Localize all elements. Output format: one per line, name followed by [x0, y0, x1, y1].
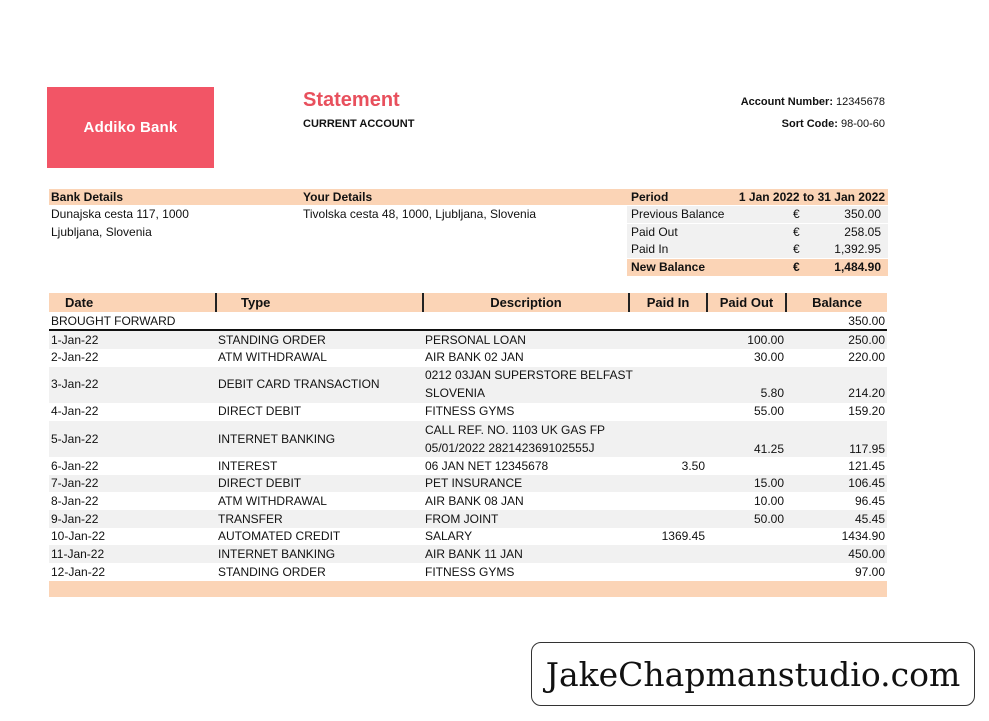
table-row [49, 457, 887, 475]
row-date: 5-Jan-22 [51, 432, 99, 446]
row-paid-in: 3.50 [681, 459, 705, 473]
new-balance-value: 1,484.90 [834, 260, 881, 274]
row-description: AIR BANK 02 JAN [425, 350, 524, 364]
row-paid-out: 10.00 [753, 494, 784, 508]
col-header-description: Description [424, 293, 628, 312]
account-type: CURRENT ACCOUNT [303, 118, 415, 130]
row-paid-out: 55.00 [753, 404, 784, 418]
row-date: 9-Jan-22 [51, 512, 99, 526]
table-row [49, 563, 887, 581]
row-paid-out: 30.00 [753, 350, 784, 364]
table-footer-bar [49, 581, 887, 597]
row-type: ATM WITHDRAWAL [218, 350, 327, 364]
table-row [49, 492, 887, 510]
row-type: ATM WITHDRAWAL [218, 494, 327, 508]
currency-symbol: € [793, 260, 800, 274]
table-row [49, 403, 887, 421]
row-date: 6-Jan-22 [51, 459, 99, 473]
row-description-line2: 05/01/2022 282142369102555J [425, 441, 595, 455]
col-header-paid-in: Paid In [630, 293, 706, 312]
summary-label: Previous Balance [631, 207, 725, 221]
row-description: 0212 03JAN SUPERSTORE BELFAST [425, 368, 633, 382]
row-type: INTERNET BANKING [218, 432, 336, 446]
row-balance: 220.00 [848, 350, 885, 364]
table-row [49, 510, 887, 528]
row-balance: 1434.90 [841, 529, 885, 543]
row-paid-out: 50.00 [753, 512, 784, 526]
row-description: FROM JOINT [425, 512, 499, 526]
row-type: INTERNET BANKING [218, 547, 336, 561]
row-paid-out: 41.25 [753, 442, 784, 456]
period-value: 1 Jan 2022 to 31 Jan 2022 [738, 190, 885, 204]
row-date: 1-Jan-22 [51, 333, 99, 347]
your-details-label: Your Details [303, 190, 373, 204]
table-row [49, 528, 887, 545]
row-description: PERSONAL LOAN [425, 333, 526, 347]
table-row [49, 367, 887, 403]
new-balance-label: New Balance [631, 260, 706, 274]
watermark-badge: JakeChapmanstudio.com [531, 642, 975, 706]
row-type: INTEREST [218, 459, 278, 473]
bank-address-line2: Ljubljana, Slovenia [51, 225, 152, 239]
brought-forward-label: BROUGHT FORWARD [51, 314, 176, 328]
row-date: 3-Jan-22 [51, 377, 99, 391]
account-number-label: Account Number: [740, 96, 833, 108]
row-paid-out: 5.80 [760, 386, 784, 400]
row-date: 2-Jan-22 [51, 350, 99, 364]
row-balance: 159.20 [848, 404, 885, 418]
row-balance: 45.45 [854, 512, 885, 526]
row-paid-in: 1369.45 [661, 529, 705, 543]
row-description: FITNESS GYMS [425, 565, 515, 579]
row-type: AUTOMATED CREDIT [218, 529, 341, 543]
row-balance: 106.45 [848, 476, 885, 490]
row-type: STANDING ORDER [218, 333, 326, 347]
table-row [49, 545, 887, 563]
currency-symbol: € [793, 225, 800, 239]
row-date: 7-Jan-22 [51, 476, 99, 490]
row-balance: 96.45 [854, 494, 885, 508]
row-date: 10-Jan-22 [51, 529, 106, 543]
col-header-balance: Balance [787, 293, 887, 312]
row-description: SALARY [425, 529, 473, 543]
col-header-paid-out: Paid Out [708, 293, 785, 312]
sort-code-label: Sort Code: [781, 118, 838, 130]
table-row [49, 421, 887, 457]
summary-value: 1,392.95 [834, 242, 881, 256]
summary-value: 350.00 [844, 207, 881, 221]
summary-label: Paid In [631, 242, 669, 256]
row-date: 8-Jan-22 [51, 494, 99, 508]
sort-code [782, 118, 885, 130]
summary-value: 258.05 [844, 225, 881, 239]
row-balance: 450.00 [848, 547, 885, 561]
row-paid-out: 15.00 [753, 476, 784, 490]
row-type: TRANSFER [218, 512, 283, 526]
row-paid-out: 100.00 [747, 333, 784, 347]
currency-symbol: € [793, 242, 800, 256]
row-description: FITNESS GYMS [425, 404, 515, 418]
account-number [741, 96, 885, 108]
new-balance-row [627, 259, 888, 276]
bank-logo: Addiko Bank [47, 87, 214, 168]
summary-row [627, 241, 888, 258]
row-description-line2: SLOVENIA [425, 386, 486, 400]
period-label: Period [631, 190, 669, 204]
summary-row [627, 224, 888, 241]
row-balance: 117.95 [849, 442, 885, 456]
row-type: DEBIT CARD TRANSACTION [218, 377, 380, 391]
customer-address: Tivolska cesta 48, 1000, Ljubljana, Slovenia [303, 207, 537, 221]
row-description: AIR BANK 08 JAN [425, 494, 524, 508]
table-row [49, 331, 887, 349]
col-header-date: Date [49, 293, 215, 312]
statement-title: Statement [303, 89, 400, 111]
account-number-value: 12345678 [836, 96, 885, 108]
row-description: CALL REF. NO. 1103 UK GAS FP [425, 423, 606, 437]
brought-forward-value: 350.00 [848, 314, 885, 328]
table-row [49, 349, 887, 367]
row-description: PET INSURANCE [425, 476, 523, 490]
row-date: 11-Jan-22 [51, 547, 105, 561]
summary-row [627, 206, 888, 223]
col-header-type: Type [217, 293, 422, 312]
row-balance: 121.45 [848, 459, 885, 473]
row-type: DIRECT DEBIT [218, 404, 302, 418]
sort-code-value: 98-00-60 [840, 118, 885, 130]
row-description: AIR BANK 11 JAN [425, 547, 523, 561]
currency-symbol: € [793, 207, 800, 221]
row-balance: 97.00 [854, 565, 885, 579]
row-description: 06 JAN NET 12345678 [425, 459, 549, 473]
row-type: STANDING ORDER [218, 565, 326, 579]
bank-details-label: Bank Details [51, 190, 124, 204]
row-balance: 214.20 [848, 386, 885, 400]
row-date: 4-Jan-22 [51, 404, 99, 418]
row-date: 12-Jan-22 [51, 565, 106, 579]
row-type: DIRECT DEBIT [218, 476, 302, 490]
row-balance: 250.00 [848, 333, 885, 347]
bank-address-line1: Dunajska cesta 117, 1000 [51, 207, 189, 221]
table-row [49, 475, 887, 492]
summary-label: Paid Out [631, 225, 678, 239]
